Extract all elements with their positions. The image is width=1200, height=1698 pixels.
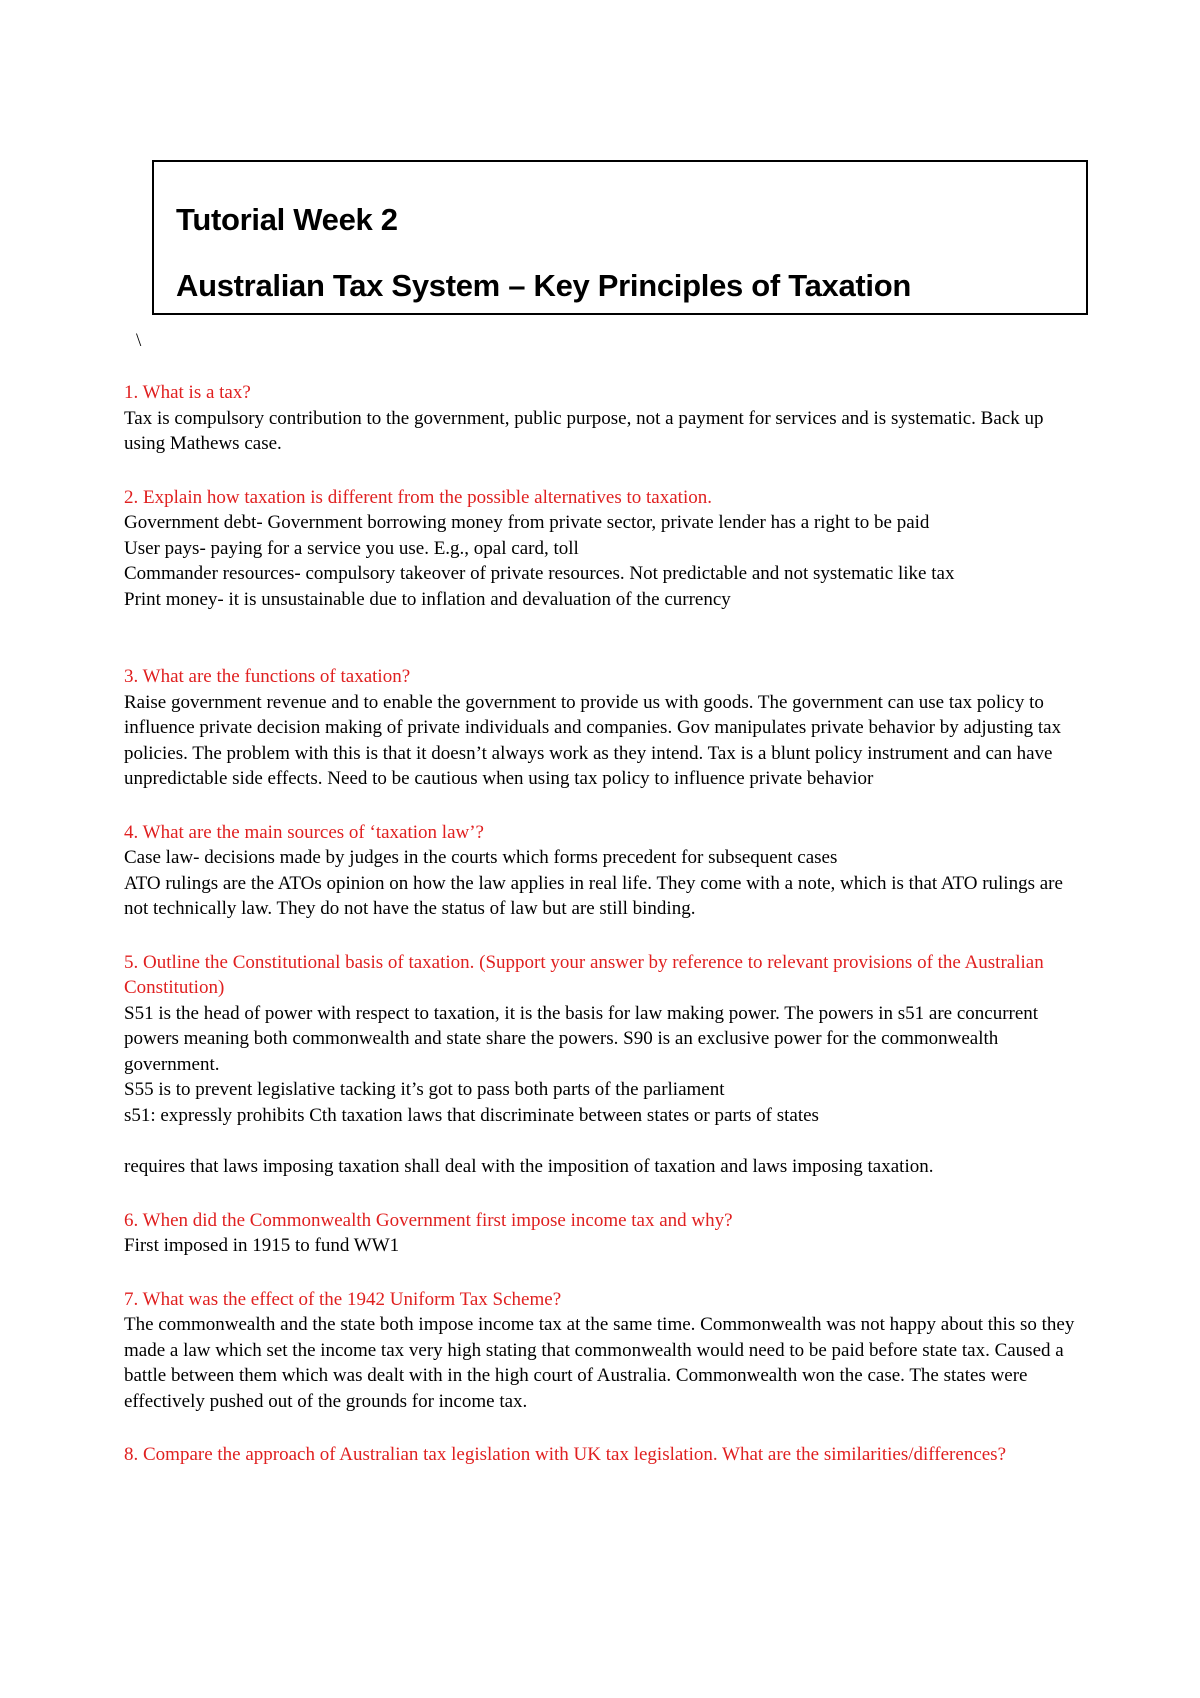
answer-text: First imposed in 1915 to fund WW1	[124, 1235, 400, 1256]
question-section-5	[124, 950, 1084, 1180]
answer-text: Tax is compulsory contribution to the government, public purpose, not a payment for services and is systematic. Back up using Mathews case.	[124, 407, 1044, 454]
answer-text: User pays- paying for a service you use. E.g., opal card, toll	[124, 537, 579, 559]
question-heading: 4. What are the main sources of ‘taxation law’?	[124, 821, 484, 843]
answer-text: requires that laws imposing taxation shall deal with the imposition of taxation and laws imposing taxation.	[124, 1156, 934, 1177]
answer-text: Raise government revenue and to enable the government to provide us with goods. The government can use tax policy to influence private decision making of private individuals and companies. Gov manipulates private behavior by adjusting tax policies. The problem with this is that it doesn’t always work as they intend. Tax is a blunt policy instrument and can have unpredictable side effects. Need to be cautious when using tax policy to influence private behavior	[124, 691, 1062, 789]
answer-text: Government debt- Government borrowing money from private sector, private lender has a right to be paid	[124, 512, 930, 533]
question-heading: 3. What are the functions of taxation?	[124, 666, 411, 687]
question-heading: 2. Explain how taxation is different from the possible alternatives to taxation.	[124, 486, 712, 508]
answer-text: S55 is to prevent legislative tacking it’s got to pass both parts of the parliament	[124, 1079, 725, 1100]
tutorial-content	[124, 380, 1084, 1468]
answer-text: The commonwealth and the state both impose income tax at the same time. Commonwealth was not happy about this so they made a law which set the income tax very high stating that commonwealth would need to be paid before state tax. Caused a battle between them which was dealt with in the high court of Australia. Commonwealth won the case. The states were effectively pushed out of the grounds for income tax.	[124, 1314, 1075, 1412]
answer-text: s51: expressly prohibits Cth taxation laws that discriminate between states or parts of states	[124, 1104, 819, 1126]
stray-mark: \	[136, 330, 142, 351]
page-subtitle: Australian Tax System – Key Principles of Taxation	[176, 268, 911, 303]
question-section-1	[124, 380, 1084, 457]
answer-text: Print money- it is unsustainable due to inflation and devaluation of the currency	[124, 588, 731, 610]
title-box	[152, 160, 1088, 315]
answer-text: Case law- decisions made by judges in the courts which forms precedent for subsequent cases	[124, 847, 838, 868]
page-title: Tutorial Week 2	[176, 202, 398, 237]
question-section-2	[124, 485, 1084, 613]
question-section-3	[124, 664, 1084, 792]
answer-text: ATO rulings are the ATOs opinion on how the law applies in real life. They come with a note, which is that ATO rulings are not technically law. They do not have the status of law but are still binding.	[124, 872, 1063, 919]
question-section-4	[124, 820, 1084, 922]
question-section-6	[124, 1208, 1084, 1259]
answer-text: S51 is the head of power with respect to taxation, it is the basis for law making power. The powers in s51 are concurrent powers meaning both commonwealth and state share the powers. S90 is an exclusive power for the commonwealth government.	[124, 1002, 1039, 1075]
question-heading: 7. What was the effect of the 1942 Uniform Tax Scheme?	[124, 1288, 562, 1310]
question-heading: 1. What is a tax?	[124, 382, 251, 403]
question-heading: 5. Outline the Constitutional basis of taxation. (Support your answer by reference to relevant provisions of the Australian Constitution)	[124, 951, 1044, 998]
question-section-7	[124, 1287, 1084, 1415]
question-section-8	[124, 1442, 1084, 1468]
question-heading: 6. When did the Commonwealth Government first impose income tax and why?	[124, 1209, 733, 1231]
answer-text: Commander resources- compulsory takeover of private resources. Not predictable and not systematic like tax	[124, 563, 955, 584]
question-heading: 8. Compare the approach of Australian tax legislation with UK tax legislation. What are the similarities/differences?	[124, 1444, 1007, 1465]
